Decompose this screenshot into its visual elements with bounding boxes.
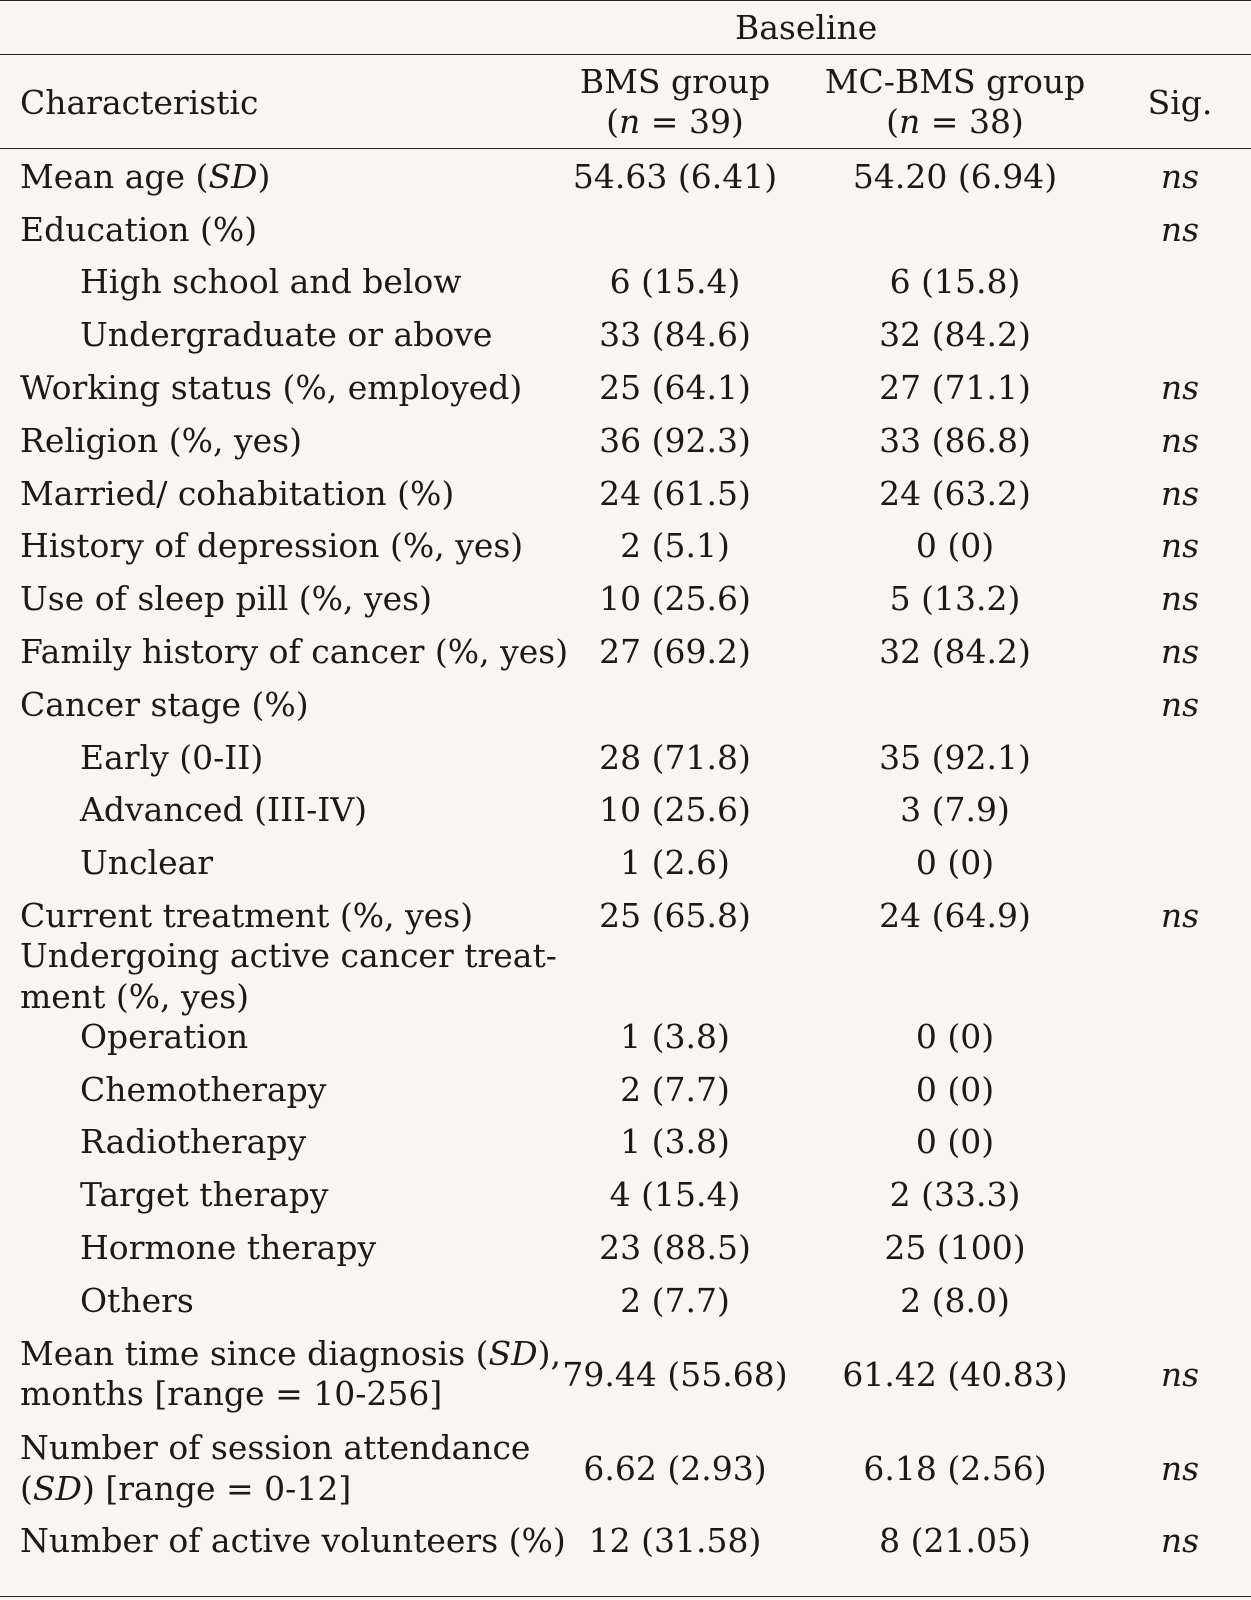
row-label: Undergraduate or above bbox=[80, 315, 493, 354]
sig-value: ns bbox=[1160, 210, 1200, 249]
bms-value: 25 (65.8) bbox=[599, 896, 751, 935]
row-label: Number of active volunteers (%) bbox=[20, 1521, 566, 1560]
sig-value: ns bbox=[1160, 1521, 1200, 1560]
bms-value: 6.62 (2.93) bbox=[583, 1449, 767, 1488]
mcbms-group-header bbox=[820, 62, 1090, 142]
mcbms-value: 24 (63.2) bbox=[879, 474, 1031, 513]
mcbms-value: 35 (92.1) bbox=[879, 738, 1031, 777]
sig-value: ns bbox=[1160, 421, 1200, 460]
row-label: Early (0-II) bbox=[80, 738, 264, 777]
row-label: Mean age (SD) bbox=[20, 157, 271, 196]
row-label: Current treatment (%, yes) bbox=[20, 896, 474, 935]
row-label: Operation bbox=[80, 1017, 249, 1056]
row-label: History of depression (%, yes) bbox=[20, 526, 524, 565]
mcbms-value: 25 (100) bbox=[884, 1228, 1026, 1267]
row-label: Chemotherapy bbox=[80, 1070, 327, 1109]
row-label-line2: months [range = 10-256] bbox=[20, 1374, 443, 1413]
sig-value: ns bbox=[1160, 632, 1200, 671]
row-label: Cancer stage (%) bbox=[20, 685, 309, 724]
row-label-line1: Number of session attendance bbox=[20, 1428, 531, 1467]
row-label: Education (%) bbox=[20, 210, 258, 249]
sig-header: Sig. bbox=[1147, 83, 1213, 122]
sig-value: ns bbox=[1160, 474, 1200, 513]
sig-value: ns bbox=[1160, 685, 1200, 724]
mcbms-value: 0 (0) bbox=[915, 526, 995, 565]
characteristic-header: Characteristic bbox=[20, 83, 259, 122]
row-label: Married/ cohabitation (%) bbox=[20, 474, 455, 513]
mcbms-value: 33 (86.8) bbox=[879, 421, 1031, 460]
bms-value: 2 (7.7) bbox=[620, 1281, 730, 1320]
sig-value: ns bbox=[1160, 157, 1200, 196]
row-label: Family history of cancer (%, yes) bbox=[20, 632, 569, 671]
row-label: High school and below bbox=[80, 262, 462, 301]
row-label-line2: ment (%, yes) bbox=[20, 977, 250, 1016]
bms-group-n: (n = 39) bbox=[606, 102, 744, 141]
mcbms-value: 0 (0) bbox=[915, 843, 995, 882]
mcbms-value: 24 (64.9) bbox=[879, 896, 1031, 935]
bms-value: 4 (15.4) bbox=[609, 1175, 741, 1214]
row-label: Unclear bbox=[80, 843, 214, 882]
row-label: Advanced (III-IV) bbox=[80, 790, 368, 829]
bms-value: 23 (88.5) bbox=[599, 1228, 751, 1267]
bms-value: 10 (25.6) bbox=[599, 790, 751, 829]
mcbms-value: 6.18 (2.56) bbox=[863, 1449, 1047, 1488]
bms-group-label: BMS group bbox=[579, 62, 771, 101]
sig-value: ns bbox=[1160, 896, 1200, 935]
bms-value: 33 (84.6) bbox=[599, 315, 751, 354]
mcbms-value: 61.42 (40.83) bbox=[842, 1355, 1068, 1394]
bms-value: 27 (69.2) bbox=[599, 632, 751, 671]
mcbms-group-label: MC-BMS group bbox=[824, 62, 1086, 101]
bottom-rule bbox=[0, 1596, 1251, 1597]
mcbms-value: 32 (84.2) bbox=[879, 632, 1031, 671]
sig-value: ns bbox=[1160, 526, 1200, 565]
mcbms-value: 2 (8.0) bbox=[900, 1281, 1010, 1320]
mcbms-value: 5 (13.2) bbox=[889, 579, 1021, 618]
bms-value: 28 (71.8) bbox=[599, 738, 751, 777]
mcbms-value: 3 (7.9) bbox=[900, 790, 1010, 829]
sig-value: ns bbox=[1160, 579, 1200, 618]
row-label-line2: (SD) [range = 0-12] bbox=[20, 1469, 352, 1508]
bms-value: 36 (92.3) bbox=[599, 421, 751, 460]
bms-value: 1 (3.8) bbox=[620, 1122, 730, 1161]
mcbms-value: 2 (33.3) bbox=[889, 1175, 1021, 1214]
row-label-line1: Undergoing active cancer treat- bbox=[20, 936, 557, 975]
baseline-header: Baseline bbox=[735, 8, 878, 47]
row-label: Religion (%, yes) bbox=[20, 421, 302, 460]
bms-value: 1 (3.8) bbox=[620, 1017, 730, 1056]
bms-value: 12 (31.58) bbox=[588, 1521, 762, 1560]
mcbms-value: 54.20 (6.94) bbox=[852, 157, 1058, 196]
row-label: Target therapy bbox=[80, 1175, 329, 1214]
row-label: Working status (%, employed) bbox=[20, 368, 523, 407]
sig-value: ns bbox=[1160, 368, 1200, 407]
mcbms-value: 6 (15.8) bbox=[889, 262, 1021, 301]
row-label: Radiotherapy bbox=[80, 1122, 307, 1161]
bms-value: 1 (2.6) bbox=[620, 843, 730, 882]
row-label: Hormone therapy bbox=[80, 1228, 377, 1267]
bms-value: 2 (7.7) bbox=[620, 1070, 730, 1109]
top-rule bbox=[0, 0, 1251, 1]
mcbms-group-n: (n = 38) bbox=[886, 102, 1024, 141]
bms-value: 25 (64.1) bbox=[599, 368, 751, 407]
mcbms-value: 8 (21.05) bbox=[879, 1521, 1031, 1560]
bms-group-header bbox=[540, 62, 810, 142]
baseline-rule bbox=[0, 54, 1251, 55]
mcbms-value: 0 (0) bbox=[915, 1017, 995, 1056]
row-label: Others bbox=[80, 1281, 194, 1320]
mcbms-value: 0 (0) bbox=[915, 1070, 995, 1109]
mcbms-value: 27 (71.1) bbox=[879, 368, 1031, 407]
sig-value: ns bbox=[1160, 1355, 1200, 1394]
sig-value: ns bbox=[1160, 1449, 1200, 1488]
bms-value: 2 (5.1) bbox=[620, 526, 730, 565]
mcbms-value: 32 (84.2) bbox=[879, 315, 1031, 354]
bms-value: 10 (25.6) bbox=[599, 579, 751, 618]
row-label-line1: Mean time since diagnosis (SD), bbox=[20, 1334, 561, 1373]
bms-value: 54.63 (6.41) bbox=[572, 157, 778, 196]
bms-value: 6 (15.4) bbox=[609, 262, 741, 301]
mcbms-value: 0 (0) bbox=[915, 1122, 995, 1161]
row-label: Use of sleep pill (%, yes) bbox=[20, 579, 432, 618]
bms-value: 79.44 (55.68) bbox=[562, 1355, 788, 1394]
bms-value: 24 (61.5) bbox=[599, 474, 751, 513]
header-rule bbox=[0, 148, 1251, 149]
